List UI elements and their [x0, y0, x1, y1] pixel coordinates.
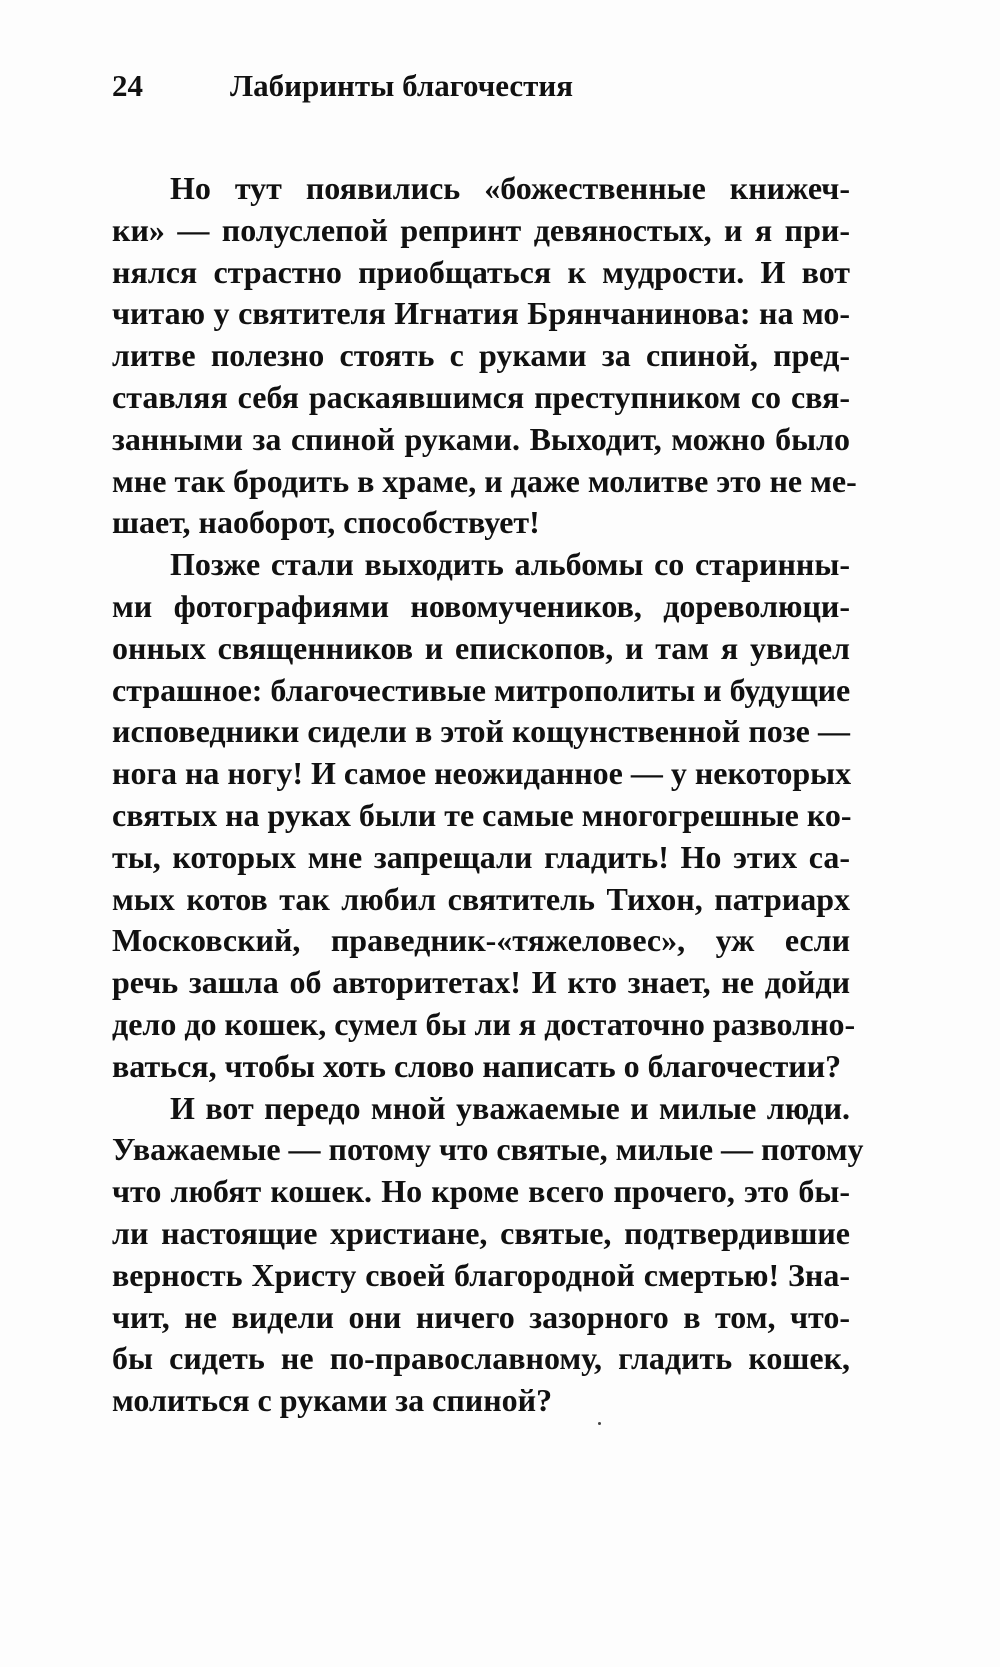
paragraph-2: [112, 544, 856, 1087]
text-line: литве полезно стоять с руками за спиной, пред-: [112, 337, 850, 374]
text-line: нога на ногу! И самое неожиданное — у некоторых: [112, 755, 852, 792]
text-line: нялся страстно приобщаться к мудрости. И вот: [112, 253, 850, 290]
text-line: исповедники сидели в этой кощунственной позе —: [112, 713, 850, 750]
text-line: ты, которых мне запрещали гладить! Но этих са-: [112, 838, 850, 875]
text-line: шает, наоборот, способствует!: [112, 504, 540, 541]
text-line: ставляя себя раскаявшимся преступником со свя-: [112, 378, 850, 415]
text-line: бы сидеть не по-православному, гладить кошек,: [112, 1340, 850, 1377]
text-line: читаю у святителя Игнатия Брянчанинова: на мо-: [112, 295, 850, 332]
text-line: дело до кошек, сумел бы ли я достаточно разволно-: [112, 1005, 856, 1042]
running-head: [112, 62, 872, 110]
text-line: ваться, чтобы хоть слово написать о благочестии?: [112, 1047, 842, 1084]
text-line: Но тут появились «божественные книжеч-: [170, 170, 850, 206]
text-line: Уважаемые — потому что святые, милые — потому: [112, 1131, 864, 1168]
text-line: мых котов так любил святитель Тихон, патриарх: [112, 880, 850, 917]
text-line: что любят кошек. Но кроме всего прочего, это бы-: [112, 1173, 850, 1210]
text-line: мне так бродить в храме, и даже молитве это не ме-: [112, 462, 857, 499]
text-line: речь зашла об авторитетах! И кто знает, не дойди: [112, 964, 850, 1001]
book-title: Лабиринты благочестия: [230, 68, 573, 103]
text-line: И вот передо мной уважаемые и милые люди.: [170, 1089, 850, 1126]
text-line: ми фотографиями новомучеников, дореволюци-: [112, 587, 850, 624]
page-number: 24: [112, 68, 143, 103]
text-line: молиться с руками за спиной?: [112, 1382, 553, 1419]
text-line: чит, не видели они ничего зазорного в том, что-: [112, 1298, 850, 1335]
text-line: ки» — полуслепой репринт девяностых, и я при-: [112, 211, 850, 248]
text-line: Московский, праведник-«тяжеловес», уж если: [112, 922, 850, 959]
text-line: верность Христу своей благородной смертью! Зна-: [112, 1256, 850, 1293]
text-line: занными за спиной руками. Выходит, можно было: [112, 420, 850, 457]
body-text: [112, 168, 864, 1422]
text-line: Позже стали выходить альбомы со старинны-: [170, 546, 850, 583]
text-line: святых на руках были те самые многогрешные ко-: [112, 796, 852, 833]
print-speck: [598, 1422, 601, 1425]
text-line: онных священников и епископов, и там я увидел: [112, 629, 850, 666]
text-line: ли настоящие христиане, святые, подтвердившие: [112, 1214, 850, 1251]
text-line: страшное: благочестивые митрополиты и будущие: [112, 671, 851, 708]
paragraph-1: [112, 168, 857, 544]
paragraph-3: [112, 1088, 864, 1422]
